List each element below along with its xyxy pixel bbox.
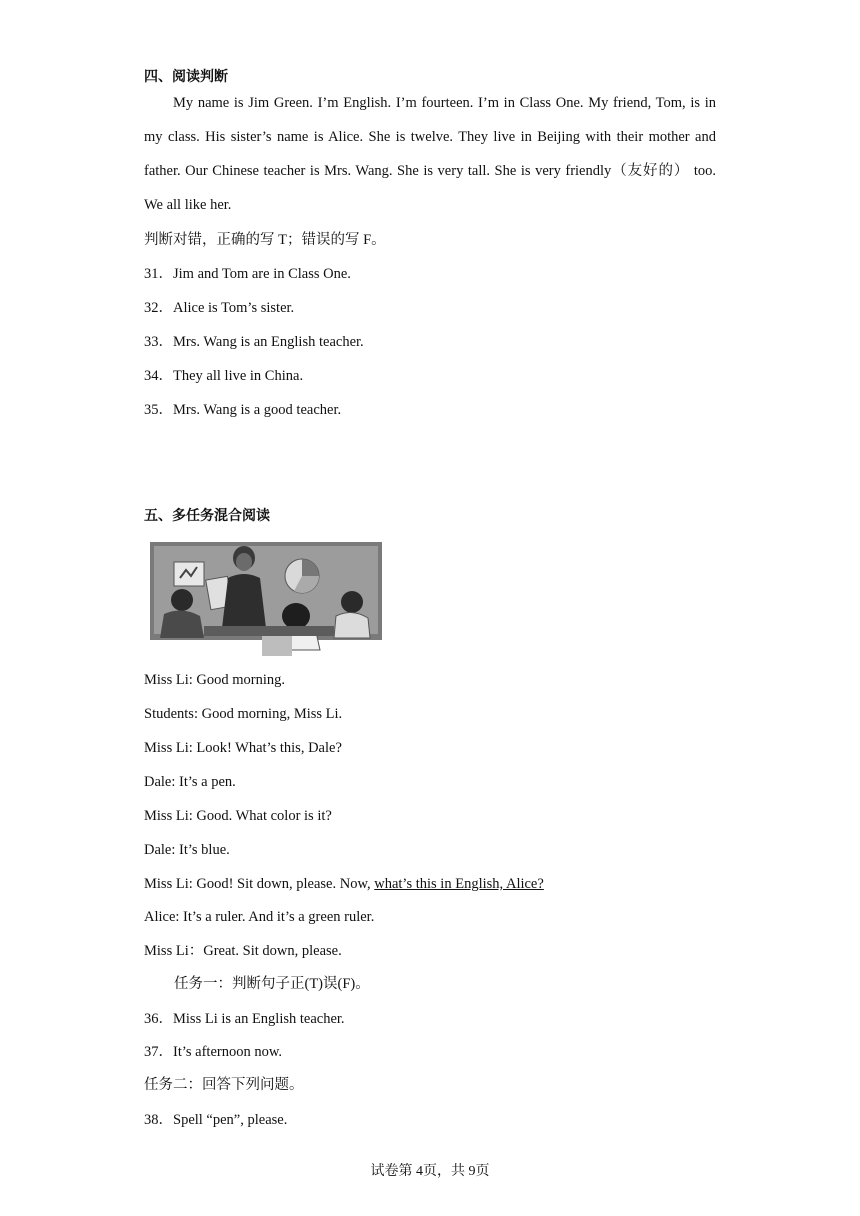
- task-2-instruction: 任务二：回答下列问题。: [144, 1077, 304, 1093]
- question-37: 37．It’s afternoon now.: [144, 1044, 282, 1060]
- task-1-instruction: 任务一：判断句子正(T)误(F)。: [174, 976, 370, 992]
- question-33: 33．Mrs. Wang is an English teacher.: [144, 334, 364, 350]
- question-31: 31．Jim and Tom are in Class One.: [144, 266, 351, 282]
- question-38: 38．Spell “pen”, please.: [144, 1112, 288, 1128]
- underlined-sentence: what’s this in English, Alice?: [374, 876, 544, 892]
- dialogue-line-8: Alice: It’s a ruler. And it’s a green ruler.: [144, 909, 375, 925]
- classroom-illustration: [144, 532, 384, 656]
- section-4-heading: 四、阅读判断: [144, 69, 228, 85]
- dialogue-line-7-text: Miss Li: Good! Sit down, please. Now,: [144, 876, 375, 892]
- dialogue-line-3: Miss Li: Look! What’s this, Dale?: [144, 740, 342, 756]
- reading-passage: My name is Jim Green. I’m English. I’m fourteen. I’m in Class One. My friend, Tom, is in my class. His sister’s name is Alice. She is twelve. They live in Beijing with their mother and father. Our Chinese teacher is Mrs. Wang. She is very tall. She is very friendly（友好的） too. We all like her.: [144, 95, 716, 213]
- question-34: 34．They all live in China.: [144, 368, 304, 384]
- section-5-heading: 五、多任务混合阅读: [144, 508, 270, 524]
- dialogue-line-2: Students: Good morning, Miss Li.: [144, 706, 343, 722]
- question-36: 36．Miss Li is an English teacher.: [144, 1011, 345, 1027]
- dialogue-line-7: [144, 875, 544, 893]
- page-footer: 试卷第 4页，共 9页: [370, 1164, 490, 1179]
- dialogue-line-5: Miss Li: Good. What color is it?: [144, 808, 332, 824]
- judgement-instruction: 判断对错，正确的写 T；错误的写 F。: [144, 232, 386, 248]
- dialogue-line-6: Dale: It’s blue.: [144, 842, 230, 858]
- dialogue-line-1: Miss Li: Good morning.: [144, 672, 285, 688]
- question-32: 32．Alice is Tom’s sister.: [144, 300, 295, 316]
- dialogue-line-9: Miss Li：Great. Sit down, please.: [144, 943, 342, 959]
- dialogue-line-4: Dale: It’s a pen.: [144, 774, 236, 790]
- question-35: 35．Mrs. Wang is a good teacher.: [144, 402, 342, 418]
